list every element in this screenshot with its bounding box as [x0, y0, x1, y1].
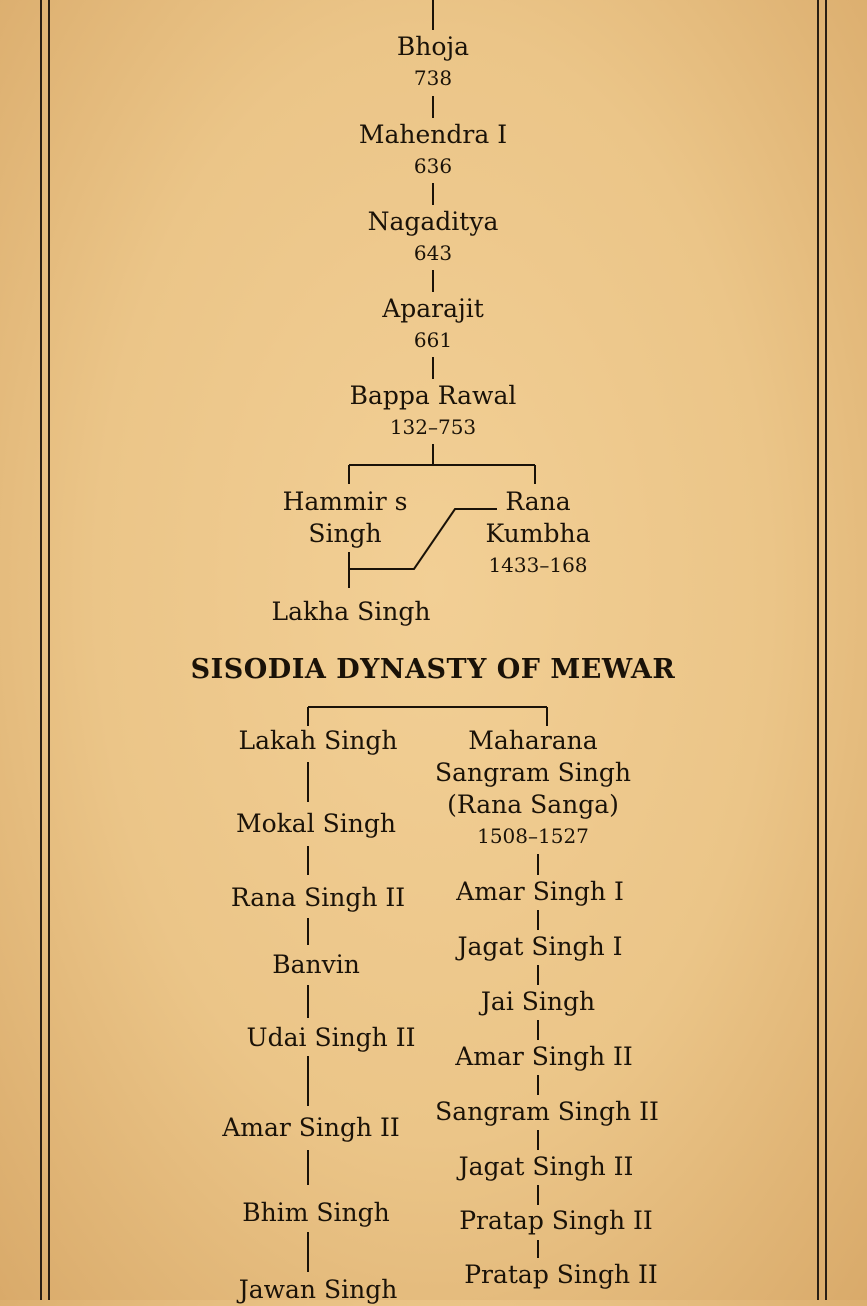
ruler-jai-singh: Jai Singh	[480, 987, 596, 1016]
ruler-name: Nagaditya	[367, 207, 499, 236]
ruler-years: 643	[413, 241, 453, 265]
ruler-name-line: Maharana	[468, 726, 598, 755]
ruler-name-line: Kumbha	[485, 519, 591, 548]
ruler-name: Mahendra I	[358, 120, 508, 149]
ruler-hammir-singh	[283, 486, 408, 550]
ruler-name-line: Singh	[308, 519, 382, 548]
ruler-years: 661	[413, 328, 453, 352]
ruler-banvin: Banvin	[272, 950, 360, 979]
ruler-pratap-singh-ii-second: Pratap Singh II	[464, 1260, 658, 1289]
ruler-rana-kumbha	[486, 486, 591, 580]
ruler-jagat-singh-i: Jagat Singh I	[457, 932, 623, 961]
ruler-bhoja	[397, 31, 469, 93]
ruler-rana-singh-ii: Rana Singh II	[230, 883, 406, 912]
ruler-lakah-singh: Lakah Singh	[238, 726, 398, 755]
ruler-amar-singh-ii-left: Amar Singh II	[222, 1113, 400, 1142]
ruler-name: Lakha Singh	[271, 597, 431, 626]
ruler-jagat-singh-ii: Jagat Singh II	[458, 1152, 634, 1181]
ruler-amar-singh-ii-right: Amar Singh II	[455, 1042, 633, 1071]
ruler-years: 132–753	[389, 415, 477, 439]
ruler-nagaditya	[368, 206, 499, 268]
ruler-rana-sanga	[435, 725, 631, 851]
ruler-aparajit	[382, 293, 484, 355]
ruler-name: Aparajit	[382, 294, 484, 323]
ruler-name-line: Sangram Singh	[435, 758, 631, 787]
ruler-years: 1433–168	[488, 553, 588, 577]
ruler-bappa-rawal	[350, 380, 517, 442]
ruler-sangram-singh-ii: Sangram Singh II	[435, 1097, 659, 1126]
ruler-years: 1508–1527	[477, 824, 589, 848]
ruler-name-line: Hammir s	[282, 487, 408, 516]
ruler-lakha-singh	[272, 596, 431, 628]
ruler-name-line: Rana	[505, 487, 571, 516]
ruler-amar-singh-i: Amar Singh I	[456, 877, 624, 906]
ruler-years: 636	[413, 154, 453, 178]
ruler-name: Bhoja	[396, 32, 470, 61]
ruler-mokal-singh: Mokal Singh	[236, 809, 396, 838]
ruler-pratap-singh-ii: Pratap Singh II	[459, 1206, 653, 1235]
ruler-jawan-singh: Jawan Singh	[238, 1275, 398, 1304]
ruler-udai-singh-ii: Udai Singh II	[246, 1023, 416, 1052]
ruler-mahendra-i	[359, 119, 507, 181]
ruler-name: Bappa Rawal	[349, 381, 517, 410]
ruler-years: 738	[413, 66, 453, 90]
section-title: SISODIA DYNASTY OF MEWAR	[190, 654, 676, 685]
ruler-bhim-singh: Bhim Singh	[242, 1198, 390, 1227]
ruler-name-line: (Rana Sanga)	[447, 790, 619, 819]
